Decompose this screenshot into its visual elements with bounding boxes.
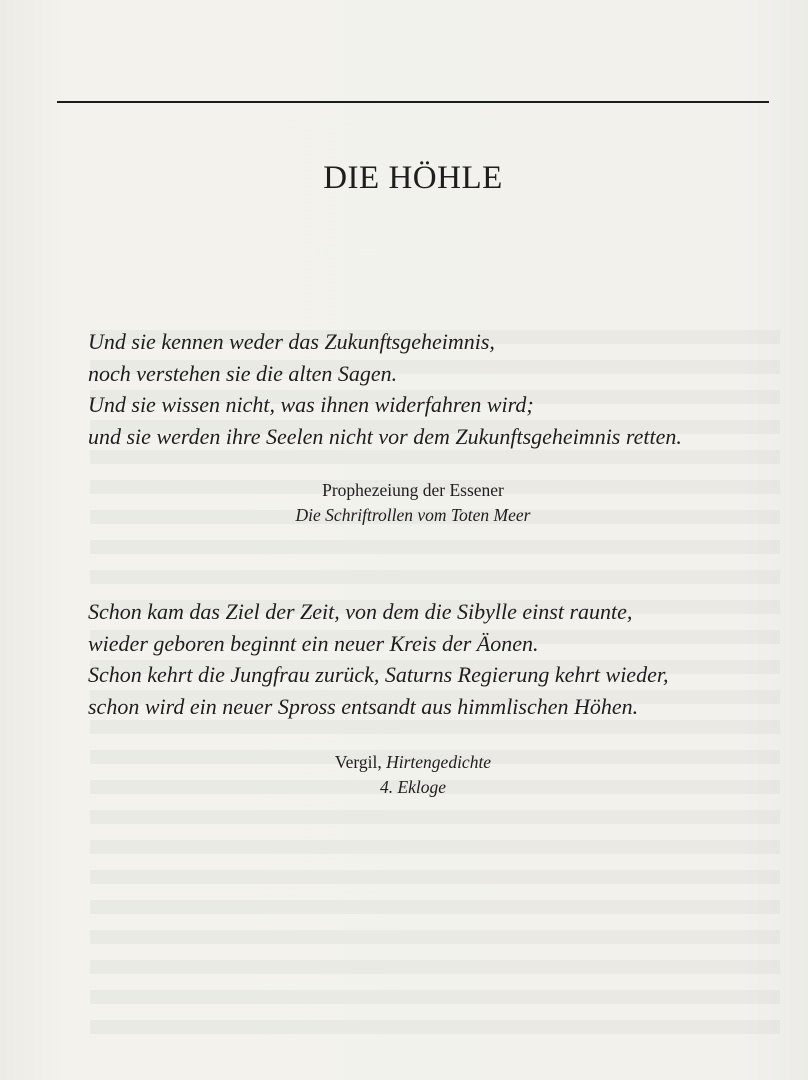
- attribution-author: Vergil,: [334, 752, 382, 772]
- header-rule: [57, 101, 769, 103]
- attribution-source: Prophezeiung der Essener: [322, 480, 504, 500]
- attribution-author-line: [0, 750, 808, 775]
- epigraph-line: und sie werden ihre Seelen nicht vor dem Zukunftsgeheimnis retten.: [88, 423, 682, 449]
- epigraph-essener: [88, 326, 682, 452]
- epigraph-line: Und sie wissen nicht, was ihnen widerfahren wird;: [88, 392, 534, 417]
- epigraph-line: wieder geboren beginnt ein neuer Kreis der Äonen.: [88, 630, 539, 656]
- epigraph-line: schon wird ein neuer Spross entsandt aus himmlischen Höhen.: [88, 693, 639, 719]
- epigraph-vergil: [88, 596, 668, 722]
- epigraph-line: noch verstehen sie die alten Sagen.: [88, 360, 398, 386]
- attribution-work: Hirtengedichte: [386, 752, 492, 772]
- attribution-work: Die Schriftrollen vom Toten Meer: [295, 505, 531, 525]
- epigraph-line: Schon kam das Ziel der Zeit, von dem die Sibylle einst raunte,: [88, 599, 633, 624]
- epigraph-line: Und sie kennen weder das Zukunftsgeheimnis,: [88, 329, 495, 354]
- attribution-section: 4. Ekloge: [379, 777, 447, 797]
- chapter-title: DIE HÖHLE: [323, 160, 503, 196]
- epigraph-line: Schon kehrt die Jungfrau zurück, Saturns Regierung kehrt wieder,: [88, 662, 669, 687]
- epigraph-vergil-attribution: [0, 750, 808, 800]
- epigraph-essener-attribution: [0, 478, 808, 528]
